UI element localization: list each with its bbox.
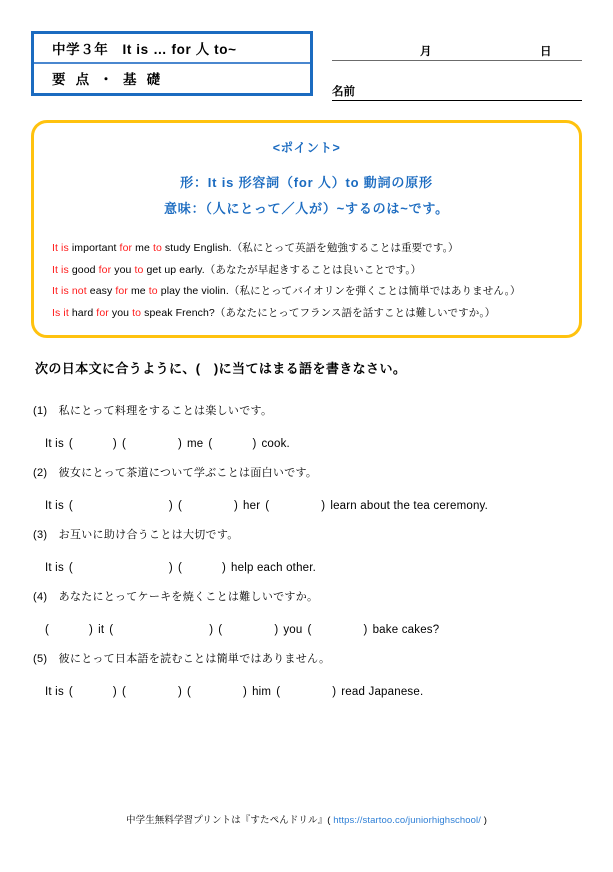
answer-fixed-text: help each other.	[231, 562, 317, 574]
paren-close: )	[89, 624, 94, 636]
example-keyword: to	[134, 263, 147, 276]
point-box-title: <ポイント>	[272, 141, 341, 155]
example-sentence-list	[34, 238, 579, 324]
example-keyword: Is it	[52, 306, 72, 319]
paren-open: (	[177, 500, 182, 512]
paren-open: (	[68, 500, 73, 512]
answer-blank[interactable]	[187, 686, 247, 698]
example-text: easy	[89, 285, 116, 297]
grade-title-row	[34, 34, 310, 64]
paren-open: (	[121, 438, 126, 450]
footer	[0, 812, 613, 826]
blank-space[interactable]	[49, 621, 89, 639]
paren-open: (	[307, 624, 312, 636]
paren-close: )	[112, 686, 117, 698]
example-keyword: for	[119, 242, 136, 254]
example-sentence	[52, 238, 579, 260]
paren-open: (	[109, 624, 114, 636]
section-title-row	[34, 64, 310, 94]
answer-blank[interactable]	[276, 686, 336, 698]
answer-blank[interactable]	[69, 500, 173, 512]
paren-close: )	[233, 500, 239, 512]
blank-space[interactable]	[212, 435, 252, 453]
example-text: me	[130, 285, 149, 297]
point-box-formulas	[34, 170, 579, 222]
answer-blank[interactable]	[122, 438, 182, 450]
question-number: (5)	[33, 653, 59, 665]
example-keyword: to	[152, 242, 165, 254]
month-label: 月	[420, 46, 432, 58]
example-keyword: to	[132, 306, 145, 319]
date-field-group[interactable]	[332, 38, 582, 61]
paren-open: (	[45, 624, 50, 636]
example-text: hard	[71, 306, 97, 319]
answer-blank[interactable]	[218, 624, 278, 636]
example-keyword: It is not	[52, 285, 90, 297]
title-box	[31, 31, 313, 96]
answer-blank[interactable]	[109, 624, 213, 636]
answer-blank[interactable]	[178, 562, 226, 574]
paren-close: )	[243, 686, 248, 698]
answer-line	[45, 435, 593, 453]
blank-space[interactable]	[312, 621, 364, 639]
blank-space[interactable]	[73, 435, 113, 453]
answer-line	[45, 683, 593, 701]
example-keyword: for	[96, 306, 112, 319]
question-japanese	[33, 526, 593, 544]
answer-fixed-text: It is	[45, 686, 64, 698]
paren-close: )	[209, 624, 214, 636]
example-sentence	[52, 281, 579, 303]
question-prompt-text: 彼女にとって茶道について学ぶことは面白いです。	[58, 467, 318, 479]
answer-fixed-text: read Japanese.	[341, 686, 424, 698]
blank-space[interactable]	[182, 559, 222, 577]
blank-space[interactable]	[73, 683, 113, 701]
question-japanese	[33, 402, 593, 420]
question-item	[33, 464, 593, 515]
paren-open: (	[208, 438, 213, 450]
answer-line	[45, 621, 593, 639]
exercise-instruction: 次の日本文に合うように、( )に当てはまる語を書きなさい。	[35, 361, 407, 376]
answer-blank[interactable]	[122, 686, 182, 698]
blank-space[interactable]	[269, 497, 321, 515]
example-text: get up early.（あなたが早起きすることは良いことです。）	[146, 263, 422, 276]
paren-close: )	[177, 438, 183, 450]
question-prompt-text: 私にとって料理をすることは楽しいです。	[58, 405, 273, 417]
answer-fixed-text: bake cakes?	[372, 624, 440, 636]
paren-open: (	[68, 438, 73, 450]
paren-close: )	[177, 686, 183, 698]
page-title: 中学３年 It is … for 人 to~	[52, 41, 237, 57]
answer-fixed-text: cook.	[261, 438, 290, 450]
blank-space[interactable]	[126, 683, 178, 701]
section-title: 要 点 ・ 基 礎	[52, 72, 164, 88]
paren-close: )	[168, 562, 173, 574]
answer-fixed-text: me	[187, 438, 204, 450]
question-item	[33, 588, 593, 639]
blank-space[interactable]	[73, 497, 169, 515]
example-keyword: It is	[52, 242, 72, 254]
point-box	[31, 120, 582, 338]
paren-open: (	[218, 624, 223, 636]
question-japanese	[33, 650, 593, 668]
example-keyword: It is	[52, 263, 72, 276]
meaning-line: 意味：（人にとって／人が）~するのは~です。	[164, 201, 449, 216]
paren-open: (	[121, 686, 126, 698]
paren-close: )	[363, 624, 368, 636]
example-sentence	[52, 303, 579, 325]
example-text: you	[111, 306, 133, 319]
answer-fixed-text: learn about the tea ceremony.	[330, 500, 489, 512]
question-japanese	[33, 464, 593, 482]
example-text: me	[135, 242, 153, 254]
paren-close: )	[321, 500, 326, 512]
answer-fixed-text: him	[252, 686, 272, 698]
question-number: (3)	[33, 529, 59, 541]
example-text: you	[114, 263, 135, 276]
blank-space[interactable]	[73, 559, 169, 577]
footer-url-link[interactable]: https://startoo.co/juniorhighschool/	[330, 815, 484, 826]
paren-open: (	[68, 562, 73, 574]
answer-fixed-text: you	[283, 624, 303, 636]
paren-open: (	[265, 500, 270, 512]
question-prompt-text: あなたにとってケーキを焼くことは難しいですか。	[58, 591, 319, 603]
example-sentence	[52, 260, 579, 282]
footer-suffix: )	[483, 815, 487, 826]
question-number: (1)	[33, 405, 59, 417]
answer-blank[interactable]	[69, 686, 117, 698]
blank-space[interactable]	[222, 621, 274, 639]
question-item	[33, 402, 593, 453]
paren-close: )	[332, 686, 337, 698]
paren-open: (	[276, 686, 281, 698]
answer-blank[interactable]	[178, 500, 238, 512]
blank-space[interactable]	[126, 435, 178, 453]
blank-space[interactable]	[182, 497, 234, 515]
form-line: 形：It is 形容詞（for 人）to 動詞の原形	[180, 175, 433, 190]
answer-line	[45, 497, 593, 515]
answer-fixed-text: her	[243, 500, 261, 512]
answer-fixed-text: It is	[45, 500, 64, 512]
paren-open: (	[68, 686, 73, 698]
paren-close: )	[274, 624, 279, 636]
date-input-line[interactable]	[332, 38, 582, 61]
question-number: (2)	[33, 467, 59, 479]
example-text: play the violin.（私にとってバイオリンを弾くことは簡単ではありません。）	[160, 285, 521, 297]
day-label: 日	[540, 46, 552, 58]
answer-blank[interactable]	[308, 624, 368, 636]
answer-line	[45, 559, 593, 577]
answer-blank[interactable]	[69, 562, 173, 574]
blank-space[interactable]	[280, 683, 332, 701]
question-list	[33, 402, 593, 712]
example-keyword: to	[148, 285, 161, 297]
answer-fixed-text: It is	[45, 438, 64, 450]
paren-open: (	[187, 686, 192, 698]
blank-space[interactable]	[113, 621, 209, 639]
example-keyword: for	[115, 285, 131, 297]
blank-space[interactable]	[191, 683, 243, 701]
answer-fixed-text: it	[98, 624, 105, 636]
question-japanese	[33, 588, 593, 606]
question-item	[33, 650, 593, 701]
example-text: important	[71, 242, 120, 254]
paren-close: )	[221, 562, 227, 574]
paren-close: )	[168, 500, 173, 512]
question-prompt-text: 彼にとって日本語を読むことは簡単ではありません。	[58, 653, 331, 665]
answer-fixed-text: It is	[45, 562, 64, 574]
question-number: (4)	[33, 591, 59, 603]
answer-blank[interactable]	[69, 438, 117, 450]
example-keyword: for	[98, 263, 115, 276]
paren-open: (	[177, 562, 182, 574]
example-text: good	[71, 263, 99, 276]
question-prompt-text: お互いに助け合うことは大切です。	[58, 529, 239, 541]
example-text: speak French?（あなたにとってフランス語を話すことは難しいですか。）	[144, 306, 496, 319]
answer-blank[interactable]	[265, 500, 325, 512]
name-label: 名前	[332, 86, 355, 98]
answer-blank[interactable]	[208, 438, 256, 450]
example-text: study English.（私にとって英語を勉強することは重要です。）	[164, 242, 459, 254]
footer-prefix: 中学生無料学習プリントは『すたぺんドリル』(	[126, 815, 331, 826]
page-header	[0, 0, 613, 112]
question-item	[33, 526, 593, 577]
paren-close: )	[252, 438, 257, 450]
name-field[interactable]	[332, 80, 582, 101]
answer-blank[interactable]	[45, 624, 93, 636]
paren-close: )	[112, 438, 117, 450]
